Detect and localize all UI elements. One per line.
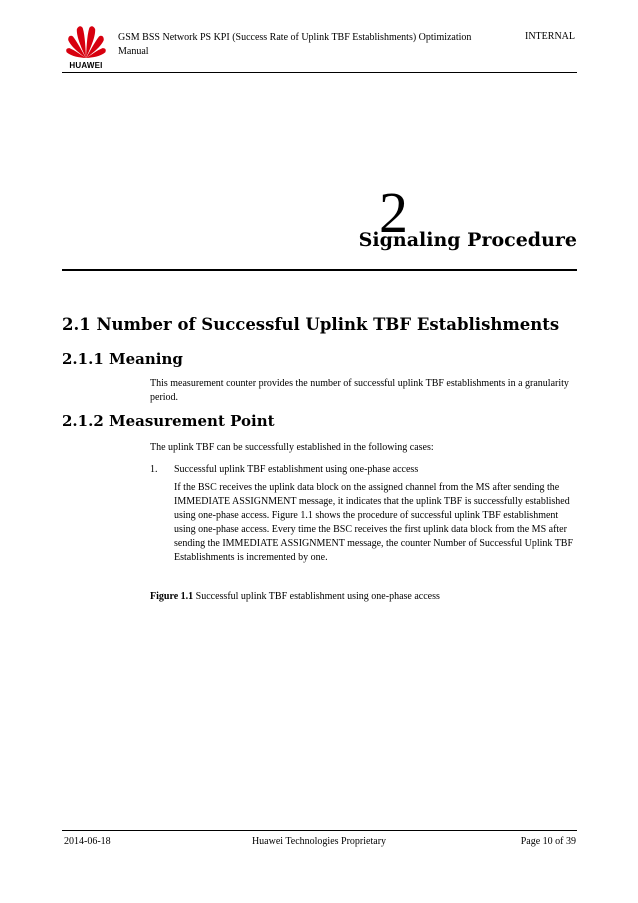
footer-page-number: Page 10 of 39 bbox=[520, 836, 576, 847]
header-document-title: GSM BSS Network PS KPI (Success Rate of Uplink TBF Establishments) Optimization Manual bbox=[118, 32, 472, 57]
footer-proprietary: Huawei Technologies Proprietary bbox=[251, 836, 387, 847]
list-item-title: Successful uplink TBF establishment using one-phase access bbox=[174, 464, 419, 475]
subsection-heading-measurement-point: 2.1.2 Measurement Point bbox=[62, 412, 275, 430]
figure-label: Figure 1.1 bbox=[150, 591, 194, 602]
header-divider bbox=[62, 72, 577, 73]
footer-divider bbox=[62, 830, 577, 831]
list-item-number: 1. bbox=[150, 464, 158, 475]
subsection-heading-meaning: 2.1.1 Meaning bbox=[62, 350, 183, 368]
chapter-number: 2 bbox=[379, 180, 408, 245]
measurement-intro: The uplink TBF can be successfully established in the following cases: bbox=[150, 442, 434, 453]
figure-caption bbox=[150, 591, 440, 602]
list-item-body: If the BSC receives the uplink data block on the assigned channel from the MS after sending the IMMEDIATE ASSIGNMENT message, it indicates that the uplink TBF is successfully established using one-phase access. Figure 1.1 shows the procedure of successful uplink TBF establishment using one-phase access. Every time the BSC receives the first uplink data block from the MS after sending the IMMEDIATE ASSIGNMENT message, the counter Number of Successful Uplink TBF Establishments is incremented by one. bbox=[174, 482, 574, 563]
logo-wordmark: HUAWEI bbox=[69, 61, 103, 70]
footer-date: 2014-06-18 bbox=[64, 836, 111, 847]
section-heading: 2.1 Number of Successful Uplink TBF Establishments bbox=[62, 315, 560, 334]
meaning-paragraph: This measurement counter provides the number of successful uplink TBF establishments in a granularity period. bbox=[150, 378, 569, 403]
chapter-divider bbox=[62, 269, 577, 271]
figure-caption-text: Successful uplink TBF establishment using one-phase access bbox=[195, 591, 440, 602]
chapter-title: Signaling Procedure bbox=[358, 229, 577, 251]
header-classification: INTERNAL bbox=[525, 31, 575, 42]
